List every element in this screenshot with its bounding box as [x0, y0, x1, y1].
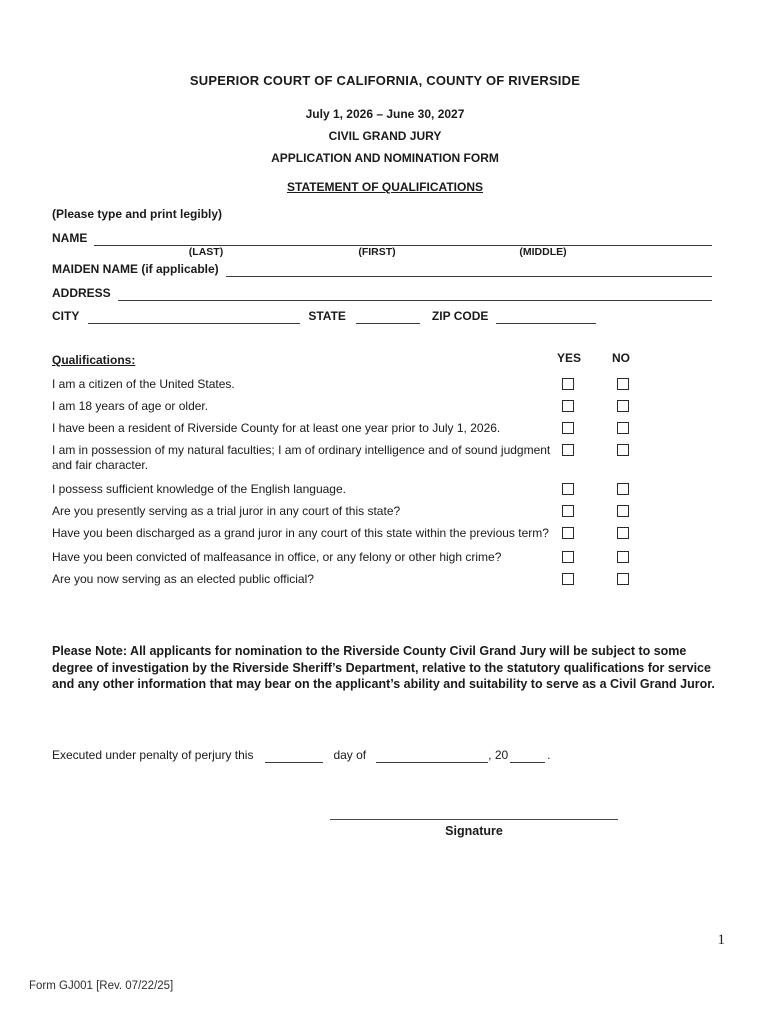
- execution-lead-text: Executed under penalty of perjury this: [52, 748, 254, 762]
- qual-no-checkbox[interactable]: [617, 400, 629, 412]
- year-prefix-text: , 20: [488, 748, 509, 762]
- qualification-text: Have you been convicted of malfeasance in office, or any felony or other high crime?: [52, 550, 502, 564]
- qualification-text: Are you now serving as an elected public official?: [52, 572, 314, 586]
- qualification-row: [52, 421, 712, 436]
- signature-input-line[interactable]: [330, 819, 618, 820]
- qualification-text: I possess sufficient knowledge of the English language.: [52, 482, 346, 496]
- qualifications-section: [52, 351, 712, 594]
- qualification-text: Are you presently serving as a trial juror in any court of this state?: [52, 504, 401, 518]
- jury-title: CIVIL GRAND JURY: [328, 129, 442, 143]
- maiden-name-row: [52, 259, 712, 277]
- qualification-row: [52, 377, 712, 392]
- last-sublabel: (LAST): [188, 246, 224, 258]
- signature-block: [330, 819, 618, 838]
- sentence-period: .: [547, 748, 551, 762]
- execution-line: [52, 747, 551, 764]
- qual-yes-checkbox[interactable]: [562, 444, 574, 456]
- name-input-line[interactable]: [94, 230, 712, 246]
- qual-no-checkbox[interactable]: [617, 527, 629, 539]
- qual-no-checkbox[interactable]: [617, 573, 629, 585]
- term-dates: July 1, 2026 – June 30, 2027: [305, 107, 465, 121]
- qual-yes-checkbox[interactable]: [562, 422, 574, 434]
- investigation-notice: Please Note: All applicants for nomination to the Riverside County Civil Grand Jury will be subject to some degree of investigation by the Riverside Sheriff’s Department, relative to the statutory qualifications for service and any other information that may bear on the applicant’s ability and suitability to serve as a Civil Grand Juror.: [52, 644, 715, 691]
- state-label: STATE: [308, 309, 346, 323]
- form-name: APPLICATION AND NOMINATION FORM: [271, 151, 499, 165]
- day-input-line[interactable]: [265, 749, 323, 763]
- qualification-row: [52, 572, 712, 587]
- name-sublabels: [52, 246, 712, 259]
- qualification-text: I am 18 years of age or older.: [52, 399, 209, 413]
- qual-no-checkbox[interactable]: [617, 422, 629, 434]
- signature-label: Signature: [445, 824, 503, 838]
- qualification-text: I am in possession of my natural faculties; I am of ordinary intelligence and of sound judgment and fair character.: [52, 443, 551, 472]
- no-column-header: NO: [612, 351, 630, 365]
- section-title: STATEMENT OF QUALIFICATIONS: [287, 180, 483, 194]
- qualification-row: [52, 526, 712, 541]
- address-input-line[interactable]: [118, 285, 712, 301]
- address-label: ADDRESS: [52, 286, 111, 300]
- city-label: CITY: [52, 309, 80, 323]
- yes-column-header: YES: [557, 351, 582, 365]
- qual-no-checkbox[interactable]: [617, 551, 629, 563]
- state-input-line[interactable]: [356, 308, 420, 324]
- form-header: [0, 73, 770, 195]
- form-id-revision: Form GJ001 [Rev. 07/22/25]: [29, 980, 174, 992]
- day-of-text: day of: [333, 748, 367, 762]
- first-sublabel: (FIRST): [358, 246, 396, 258]
- qualifications-heading: Qualifications:: [52, 353, 136, 367]
- qualification-text: I have been a resident of Riverside County for at least one year prior to July 1, 2026.: [52, 421, 501, 435]
- address-row: [52, 283, 712, 301]
- month-input-line[interactable]: [376, 749, 488, 763]
- qual-no-checkbox[interactable]: [617, 378, 629, 390]
- qual-yes-checkbox[interactable]: [562, 400, 574, 412]
- qual-yes-checkbox[interactable]: [562, 505, 574, 517]
- qual-no-checkbox[interactable]: [617, 483, 629, 495]
- zip-code-label: ZIP CODE: [431, 309, 489, 323]
- qualification-row: [52, 504, 712, 519]
- qual-yes-checkbox[interactable]: [562, 483, 574, 495]
- type-legibly-instruction: (Please type and print legibly): [52, 207, 223, 221]
- qualifications-header: [52, 351, 712, 366]
- zip-input-line[interactable]: [496, 308, 596, 324]
- name-label: NAME: [52, 231, 88, 245]
- maiden-name-input-line[interactable]: [226, 261, 712, 277]
- qualification-row: [52, 482, 712, 497]
- page-number: 1: [717, 932, 725, 948]
- qual-yes-checkbox[interactable]: [562, 527, 574, 539]
- qual-yes-checkbox[interactable]: [562, 378, 574, 390]
- qualification-row: [52, 550, 712, 565]
- city-input-line[interactable]: [88, 308, 300, 324]
- maiden-name-label: MAIDEN NAME (if applicable): [52, 262, 219, 276]
- qual-no-checkbox[interactable]: [617, 444, 629, 456]
- qual-no-checkbox[interactable]: [617, 505, 629, 517]
- identity-fields: [52, 207, 712, 324]
- middle-sublabel: (MIDDLE): [519, 246, 567, 258]
- qualification-text: Have you been discharged as a grand juror in any court of this state within the previous term?: [52, 526, 549, 540]
- city-state-zip-row: [52, 306, 712, 324]
- qualification-row: [52, 399, 712, 414]
- qual-yes-checkbox[interactable]: [562, 573, 574, 585]
- qual-yes-checkbox[interactable]: [562, 551, 574, 563]
- name-row: [52, 228, 712, 246]
- court-title: SUPERIOR COURT OF CALIFORNIA, COUNTY OF RIVERSIDE: [189, 73, 581, 88]
- year-input-line[interactable]: [510, 749, 545, 763]
- qualification-text: I am a citizen of the United States.: [52, 377, 235, 391]
- qualification-row: [52, 443, 712, 473]
